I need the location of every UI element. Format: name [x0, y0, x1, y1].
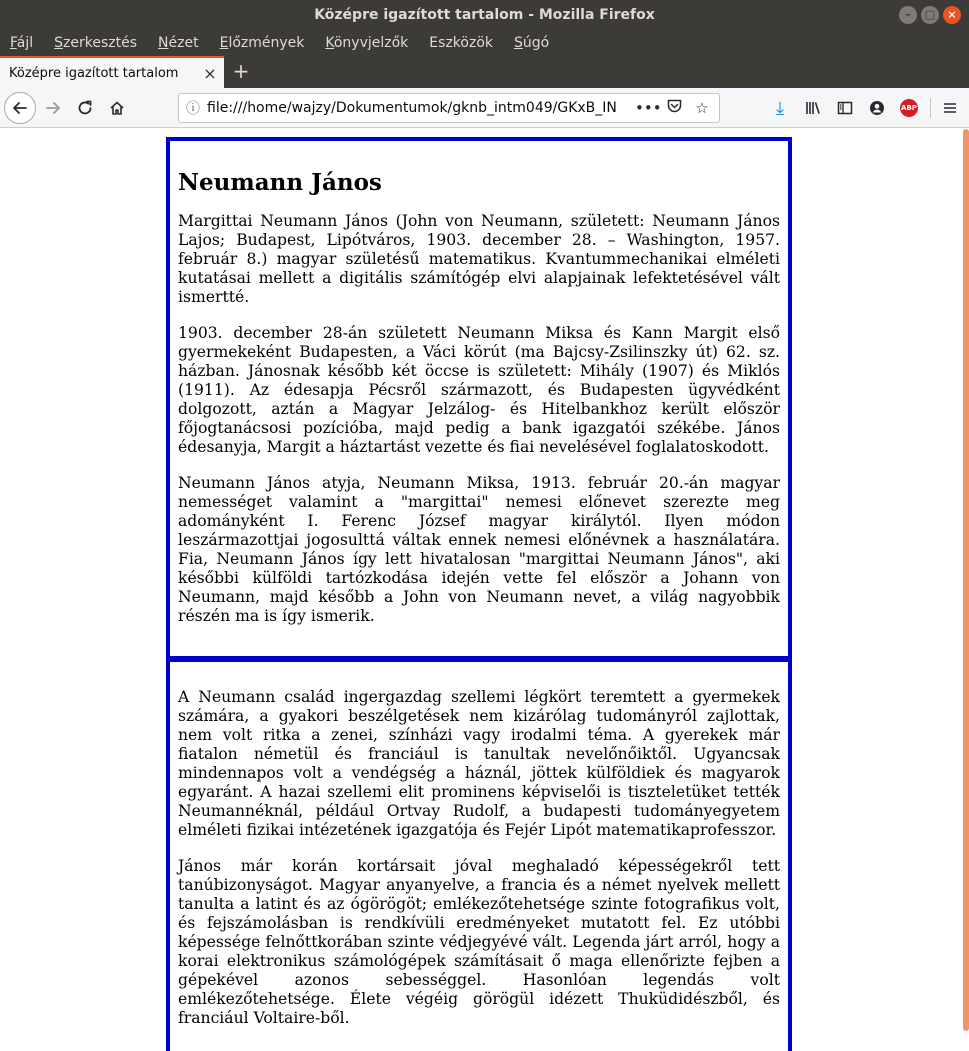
paragraph: Margittai Neumann János (John von Neumann, született: Neumann János Lajos; Budapest, Lipótváros, 1903. december 28. – Washington, 1957. február 8.) magyar születésű matematikus. Kvantummechanikai elméleti kutatásai mellett a digitális számítógép elvi alapjainak lefektetésével vált ismertté. — [178, 212, 780, 306]
scrollbar[interactable] — [963, 129, 969, 1031]
content-box-2 — [166, 658, 792, 1051]
window-controls — [899, 6, 961, 24]
account-icon[interactable] — [865, 96, 889, 120]
sidebar-shape — [837, 100, 853, 116]
maximize-button[interactable]: □ — [921, 6, 939, 24]
window-title: Középre igazított tartalom - Mozilla Firefox — [314, 7, 655, 23]
new-tab-button[interactable]: + — [232, 59, 250, 83]
info-icon[interactable]: ⓘ — [186, 101, 200, 117]
minimize-button[interactable]: – — [899, 6, 917, 24]
url-actions — [635, 99, 719, 117]
paragraph: A Neumann család ingergazdag szellemi légkört teremtett a gyermekek számára, a gyakori beszélgetések nem kizárólag tudományról zajlottak, nem volt ritka a zenei, színházi vagy irodalmi téma. A gyerekek már fiatalon németül és franciául is tanultak nevelőnőiktől. Ugyancsak mindennapos volt a vendégség a háznál, jöttek külföldiek és magyarok egyaránt. A hazai szellemi elit prominens képviselői is tiszteletüket tették Neumannéknál, például Ortvay Rudolf, a budapesti tudományegyetem elméleti fizikai intézetének igazgatója és Fejér Lipót matematikaprofesszor. — [178, 688, 780, 839]
adblock-icon: ABP — [900, 99, 918, 117]
account-shape — [869, 100, 885, 116]
reload-icon — [77, 100, 93, 116]
library-shape — [805, 100, 821, 116]
menu-help[interactable]: Súgó — [514, 35, 550, 51]
adblock-button[interactable] — [897, 96, 921, 120]
tab-active[interactable] — [0, 56, 224, 88]
paragraph: János már korán kortársait jóval meghaladó képességekről tett tanúbizonyságot. Magyar anyanyelve, a francia és a német nyelvek mellett tanulta a latint és az ógörögöt; emlékezőtehetsége szinte fotografikus volt, és fejszámolásban is rendkívüli eredményeket mutatott fel. Ez utóbbi képessége felnőttkorában szinte védjegyévé vált. Legenda járt arról, hogy a korai elektronikus számológépek számításait ő maga ellenőrizte fejben a gépekével azonos sebességgel. Hasonlóan legendás volt emlékezőtehetsége. Élete végéig görögül idézett Thuküdidészből, és franciául Voltaire-ből. — [178, 857, 780, 1027]
reload-button[interactable] — [70, 93, 100, 123]
download-icon[interactable]: ⤓ — [776, 97, 784, 119]
menu-history[interactable]: Előzmények — [219, 35, 305, 51]
content-box-1 — [166, 137, 792, 660]
tab-title: Középre igazított tartalom — [9, 65, 179, 81]
menu-file[interactable]: Fájl — [10, 35, 34, 51]
navigation-toolbar — [0, 88, 969, 128]
page-viewport — [0, 129, 969, 1051]
tab-strip — [0, 56, 969, 88]
menu-bar — [0, 30, 969, 56]
paragraph: 1903. december 28-án született Neumann Miksa és Kann Margit első gyermekeként Budapesten, a Váci körút (ma Bajcsy-Zsilinszky út) 62. sz. házban. Jánosnak később két öccse is született: Mihály (1907) és Miklós (1911). Az édesapja Pécsről származott, és Budapesten ügyvédként dolgozott, aztán a Magyar Jelzálog- és Hitelbankhoz került először főjogtanácsosi pozícióba, majd pedig a bank igazgatói székébe. János édesanyja, Margit a háztartást vezette és fiai nevelésével foglalatoskodott. — [178, 324, 780, 456]
pocket-shape — [667, 99, 682, 113]
menu-view[interactable]: Nézet — [158, 35, 199, 51]
menu-edit[interactable]: Szerkesztés — [54, 35, 138, 51]
library-icon[interactable] — [801, 96, 825, 120]
hamburger-icon — [943, 101, 957, 115]
home-icon — [109, 100, 125, 116]
url-bar[interactable] — [178, 93, 720, 123]
forward-button[interactable] — [38, 93, 68, 123]
menu-tools[interactable]: Eszközök — [429, 35, 493, 51]
page-actions-icon[interactable]: ••• — [635, 99, 662, 117]
toolbar-separator — [930, 98, 931, 118]
paragraph: Neumann János atyja, Neumann Miksa, 1913. február 20.-án magyar nemességet valamint a "margittai" nemesi előnevet szerezte meg adományként I. Ferenc József magyar királytól. Ilyen módon leszármazottjai jogosulttá váltak ennek nemesi előnévnek a használatára. Fia, Neumann János így lett hivatalosan "margittai Neumann János", aki későbbi külföldi tartózkodása idején vette fel először a Johann von Neumann, majd később a John von Neumann nevet, a világ nagyobbik részén ma is így ismerik. — [178, 474, 780, 625]
pocket-icon[interactable] — [663, 99, 685, 117]
window-titlebar — [0, 0, 969, 30]
bookmark-star-icon[interactable]: ☆ — [695, 99, 709, 117]
close-window-button[interactable]: × — [943, 6, 961, 24]
menu-button[interactable] — [938, 96, 962, 120]
tab-close-icon[interactable]: × — [203, 63, 217, 83]
home-button[interactable] — [102, 93, 132, 123]
arrow-left-icon — [12, 100, 28, 116]
sidebar-icon[interactable] — [833, 96, 857, 120]
article-heading: Neumann János — [178, 169, 382, 196]
back-button[interactable] — [4, 92, 36, 124]
menu-bookmarks[interactable]: Könyvjelzők — [325, 35, 409, 51]
arrow-right-icon — [45, 100, 61, 116]
url-input[interactable]: file:///home/wajzy/Dokumentumok/gknb_intm049/GKxB_IN — [207, 100, 617, 116]
